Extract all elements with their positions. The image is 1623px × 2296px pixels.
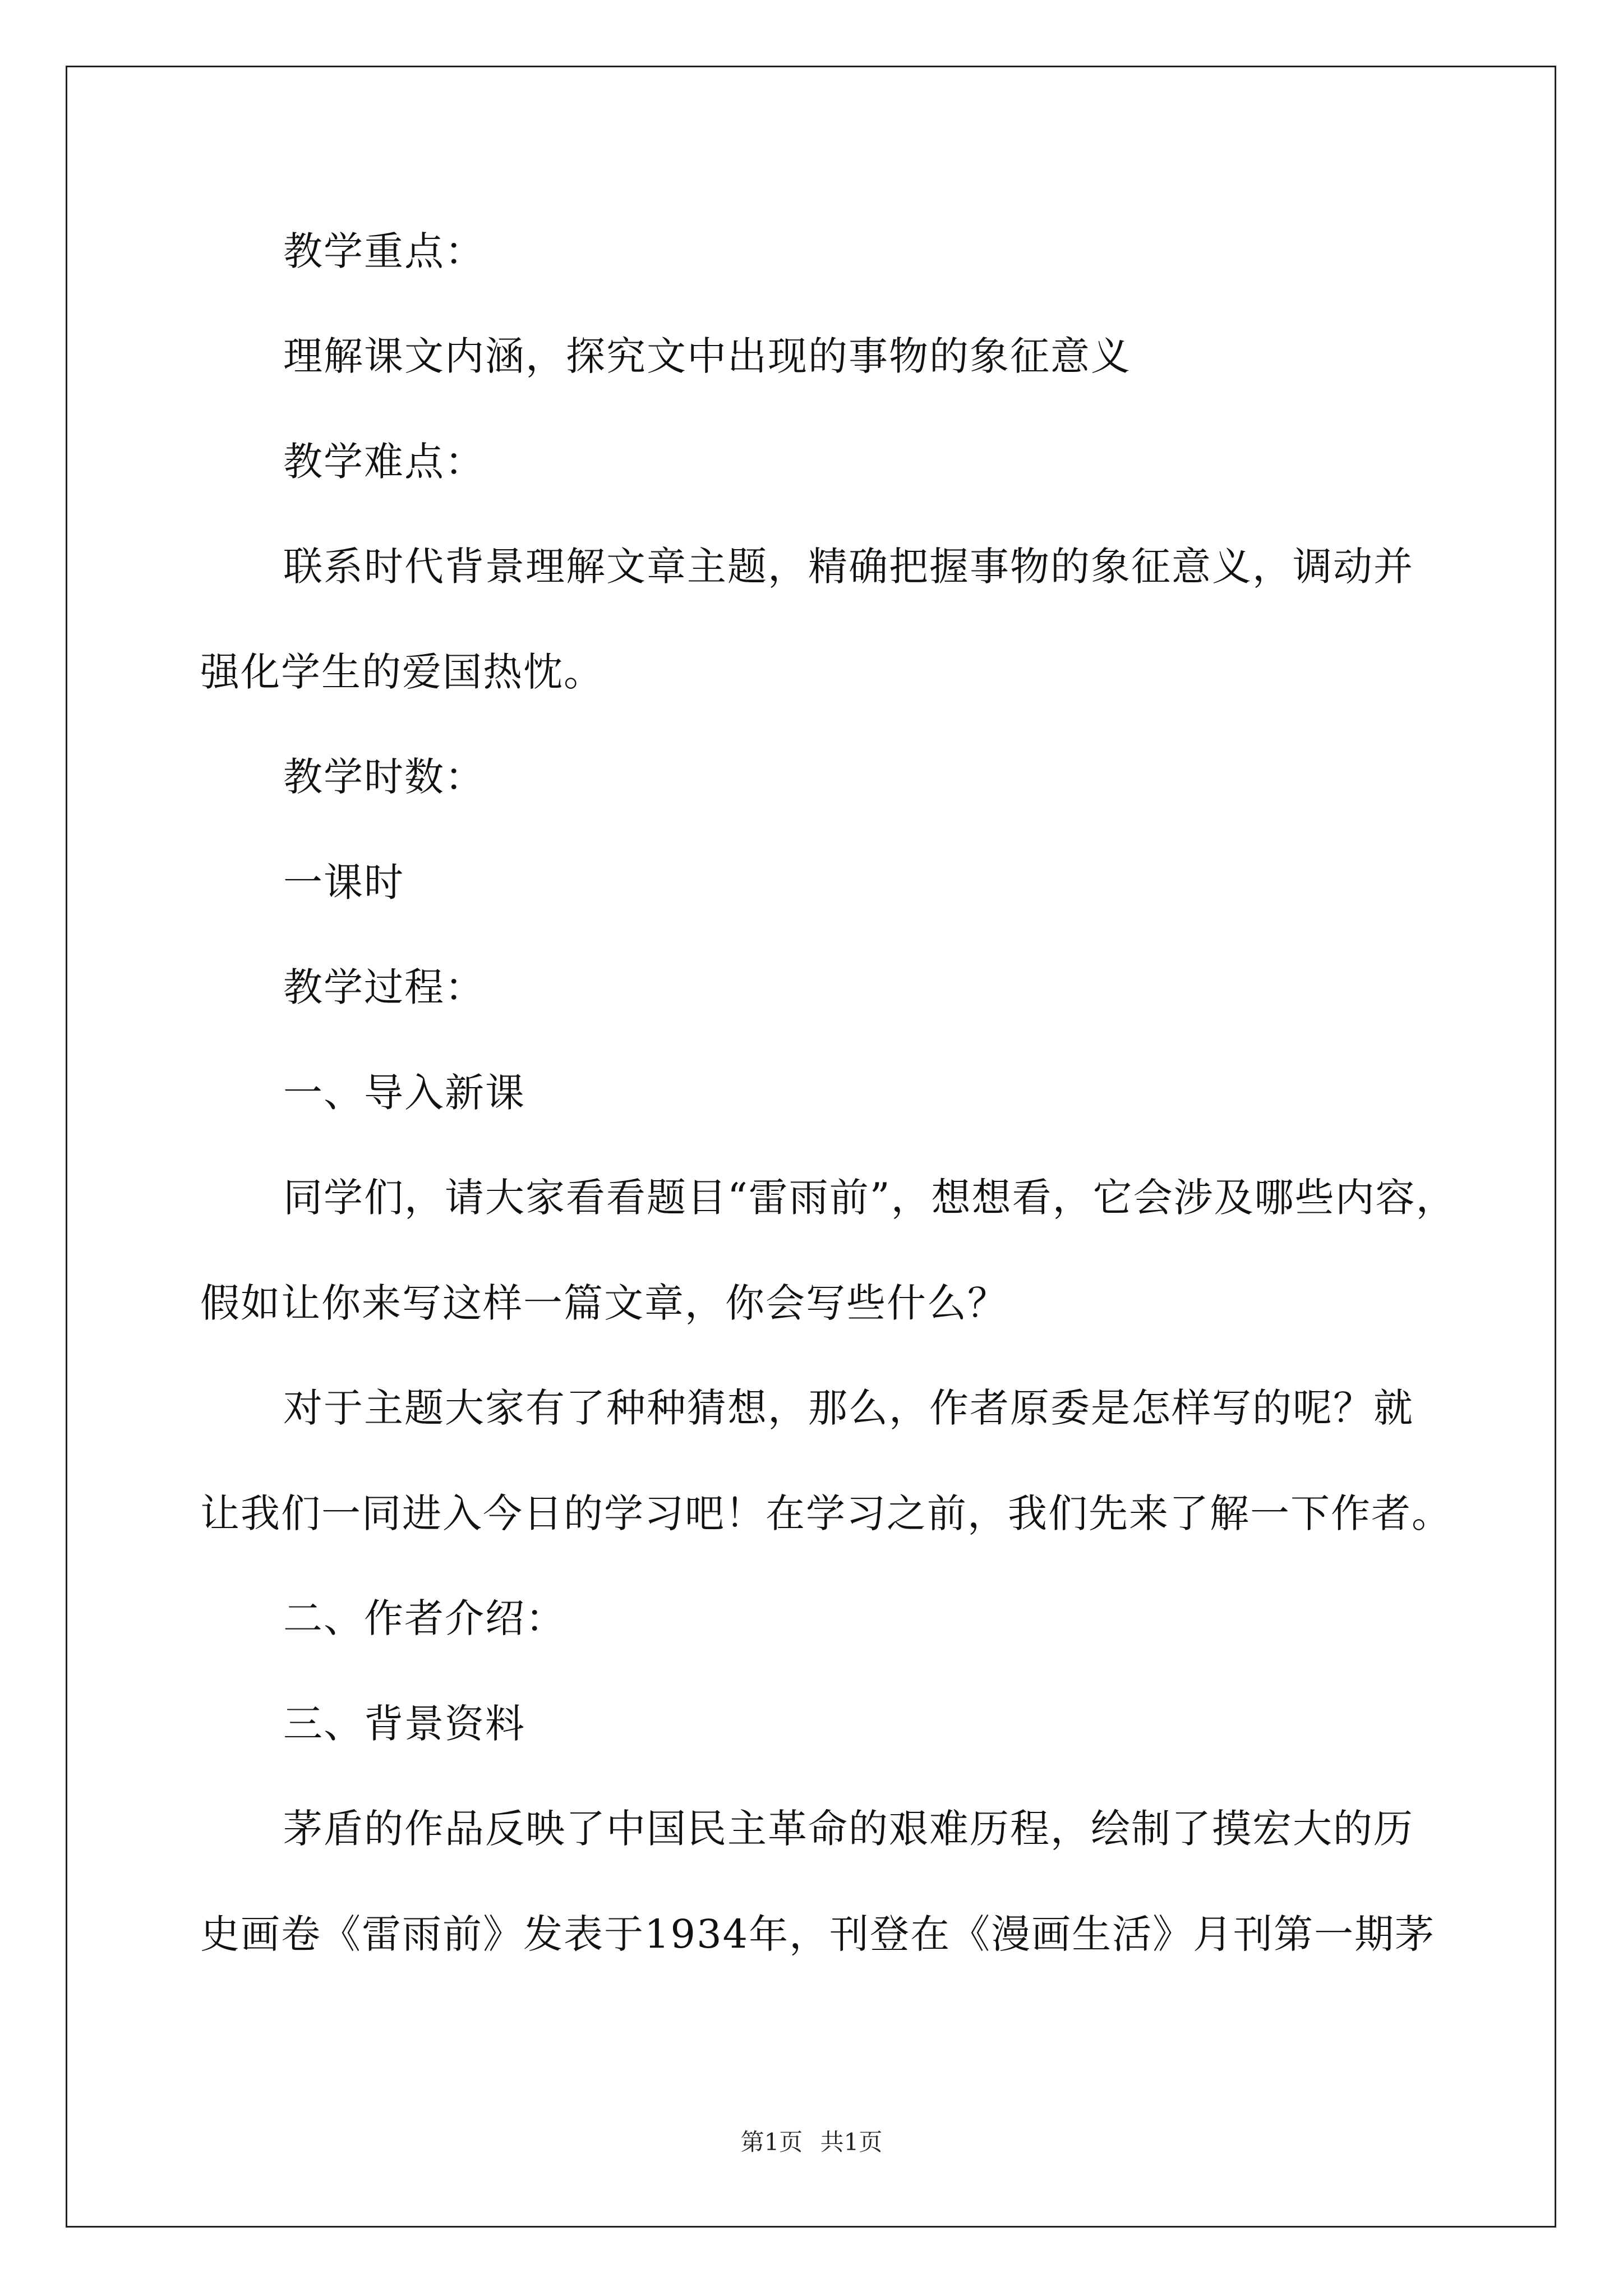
- paragraph: 理解课文内涵，探究文中出现的事物的象征意义: [283, 333, 1131, 379]
- page-border: [66, 66, 1556, 2228]
- paragraph: 一课时: [283, 859, 404, 905]
- page-footer: [0, 2128, 1623, 2156]
- section-heading: 二、作者介绍：: [283, 1595, 566, 1641]
- paragraph: 同学们，请大家看看题目“雷雨前”，想想看，它会涉及哪些内容，: [283, 1175, 1456, 1221]
- heading-difficulties: 教学难点：: [283, 439, 485, 485]
- paragraph-continuation: 史画卷《雷雨前》发表于1934年，刊登在《漫画生活》月刊第一期茅: [200, 1911, 1436, 1957]
- page-number: 第1页: [740, 2128, 803, 2156]
- paragraph: 茅盾的作品反映了中国民主革命的艰难历程，绘制了摸宏大的历: [283, 1806, 1414, 1852]
- section-heading: 一、导入新课: [283, 1070, 525, 1116]
- paragraph-continuation: 假如让你来写这样一篇文章，你会写些什么？: [200, 1280, 1008, 1326]
- heading-teaching-process: 教学过程：: [283, 964, 485, 1010]
- heading-class-hours: 教学时数：: [283, 754, 485, 800]
- paragraph: 对于主题大家有了种种猜想，那么，作者原委是怎样写的呢？就: [283, 1385, 1414, 1431]
- paragraph-continuation: 强化学生的爱国热忱。: [200, 649, 604, 695]
- paragraph-continuation: 让我们一同进入今日的学习吧！在学习之前，我们先来了解一下作者。: [200, 1490, 1452, 1536]
- section-heading: 三、背景资料: [283, 1701, 525, 1747]
- paragraph: 联系时代背景理解文章主题，精确把握事物的象征意义，调动并: [283, 544, 1414, 590]
- heading-key-points: 教学重点：: [283, 228, 485, 274]
- page-total: 共1页: [820, 2128, 883, 2156]
